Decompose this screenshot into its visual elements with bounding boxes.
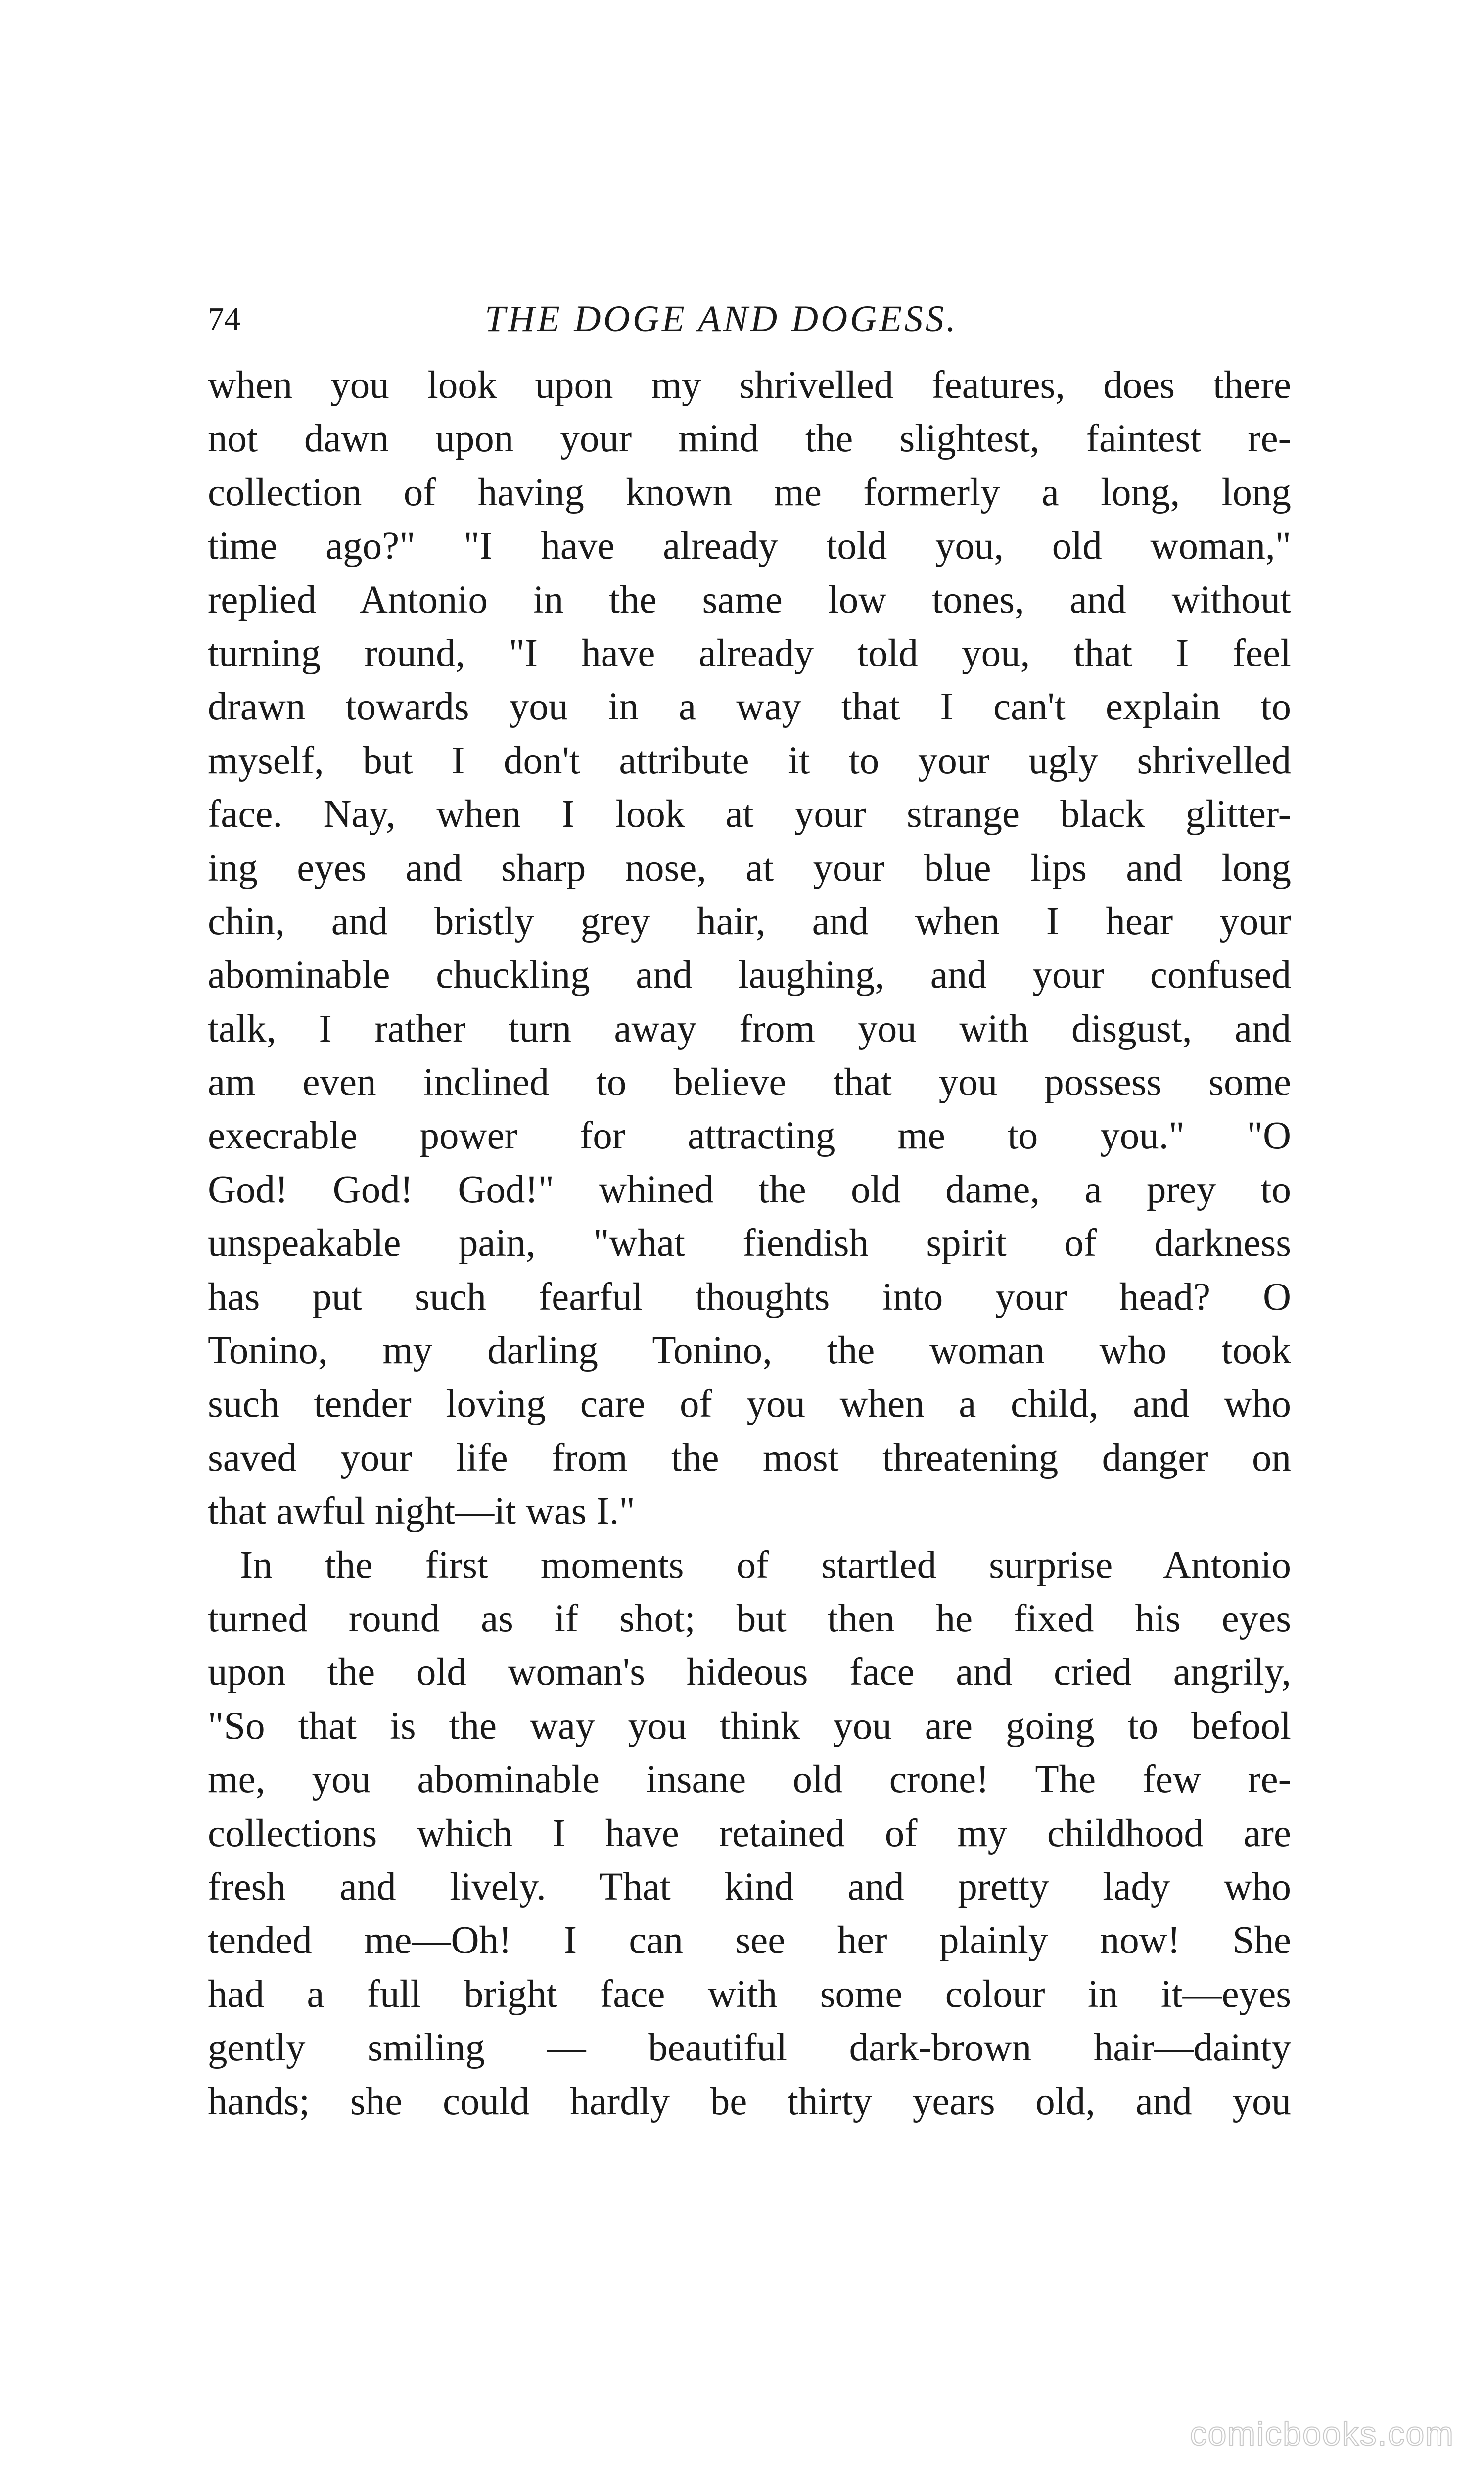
text-line: abominable chuckling and laughing, and your confused xyxy=(208,953,1291,997)
text-line: myself, but I don't attribute it to your ugly shrivelled xyxy=(208,739,1291,782)
body-text xyxy=(208,359,1291,2129)
text-line: when you look upon my shrivelled features, does there xyxy=(208,364,1291,407)
text-line: collections which I have retained of my childhood are xyxy=(208,1811,1291,1855)
text-line: time ago?" "I have already told you, old woman," xyxy=(208,524,1291,568)
text-line: saved your life from the most threatening danger on xyxy=(208,1436,1291,1479)
text-line: turned round as if shot; but then he fixed his eyes xyxy=(208,1597,1291,1640)
text-line: me, you abominable insane old crone! The few re- xyxy=(208,1758,1291,1802)
text-line: "So that is the way you think you are going to befool xyxy=(208,1704,1291,1748)
text-line: talk, I rather turn away from you with disgust, and xyxy=(208,1007,1291,1050)
text-line: God! God! God!" whined the old dame, a prey to xyxy=(208,1168,1291,1211)
page-number: 74 xyxy=(208,301,240,337)
text-line: had a full bright face with some colour in it—eyes xyxy=(208,1972,1291,2016)
text-line: turning round, "I have already told you, that I feel xyxy=(208,631,1291,675)
text-line: unspeakable pain, "what fiendish spirit of darkness xyxy=(208,1222,1291,1265)
paragraph-end-line: that awful night—it was I." xyxy=(208,1490,635,1533)
watermark: comicbooks.com xyxy=(1190,2415,1454,2453)
text-line: am even inclined to believe that you possess some xyxy=(208,1061,1291,1104)
text-line: has put such fearful thoughts into your head? O xyxy=(208,1275,1291,1319)
text-line: such tender loving care of you when a child, and who xyxy=(208,1382,1291,1426)
text-line: chin, and bristly grey hair, and when I hear your xyxy=(208,900,1291,943)
paragraph-start-line: In the first moments of startled surprise Antonio xyxy=(240,1543,1291,1587)
running-title: THE DOGE AND DOGESS. xyxy=(485,298,958,339)
text-line: gently smiling — beautiful dark-brown hair—dainty xyxy=(208,2026,1291,2070)
text-line: collection of having known me formerly a long, long xyxy=(208,471,1291,514)
running-head xyxy=(208,292,1291,346)
text-line: not dawn upon your mind the slightest, faintest re- xyxy=(208,417,1291,461)
text-line: ing eyes and sharp nose, at your blue lips and long xyxy=(208,846,1291,890)
text-line: upon the old woman's hideous face and cried angrily, xyxy=(208,1651,1291,1694)
text-line: drawn towards you in a way that I can't explain to xyxy=(208,685,1291,729)
text-line: fresh and lively. That kind and pretty lady who xyxy=(208,1865,1291,1908)
text-line: tended me—Oh! I can see her plainly now! She xyxy=(208,1919,1291,1962)
text-line: hands; she could hardly be thirty years old, and you xyxy=(208,2080,1291,2123)
text-line: Tonino, my darling Tonino, the woman who took xyxy=(208,1329,1291,1373)
text-line: execrable power for attracting me to you." "O xyxy=(208,1114,1291,1158)
text-line: face. Nay, when I look at your strange black glitter- xyxy=(208,793,1291,836)
text-line: replied Antonio in the same low tones, and without xyxy=(208,578,1291,621)
